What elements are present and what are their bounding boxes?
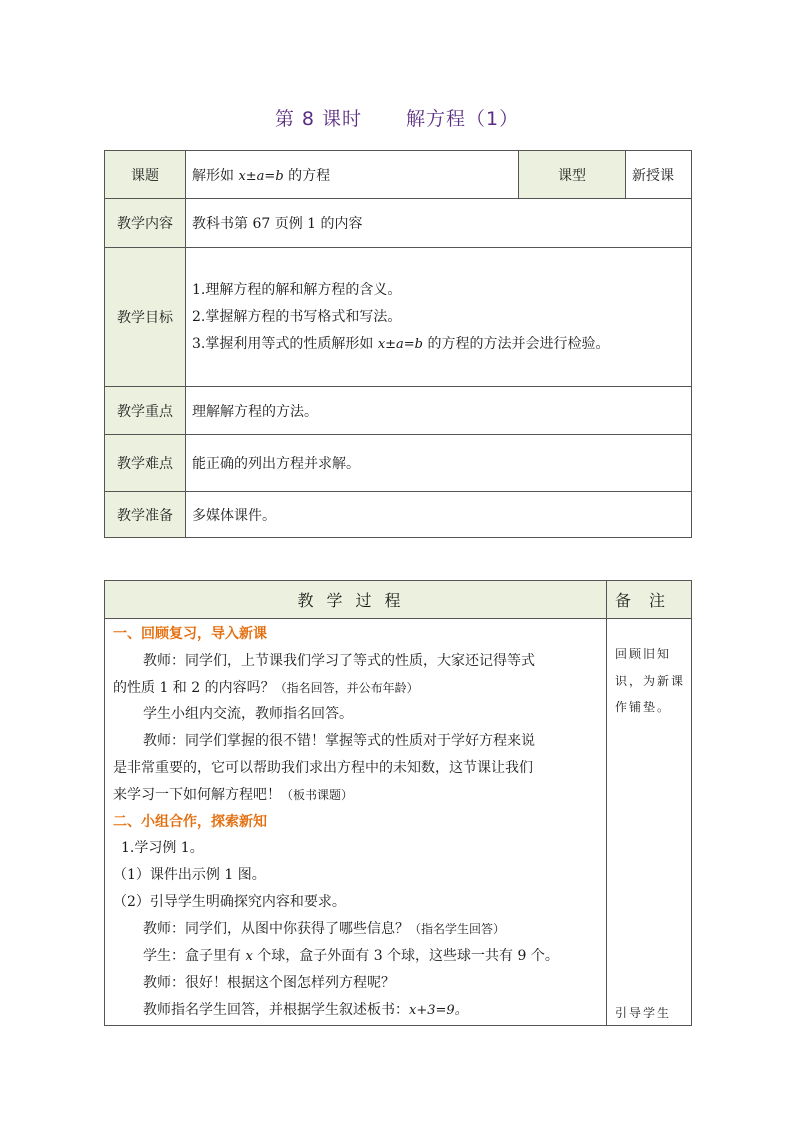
lesson-name: 解方程（1） xyxy=(406,108,520,130)
notes-header: 备注 xyxy=(607,581,692,619)
process-header: 教学过程 xyxy=(105,581,607,619)
topic-equation: x±a=b xyxy=(238,168,284,184)
goal-list xyxy=(186,248,692,387)
paragraph: 学生小组内交流，教师指名回答。 xyxy=(143,706,353,723)
paragraph: 教师：同学们，从图中你获得了哪些信息？（指名学生回答） xyxy=(143,920,506,937)
content-label: 教学内容 xyxy=(105,199,186,248)
lesson-title xyxy=(0,104,794,131)
lesson-number: 第 8 课时 xyxy=(274,108,363,130)
topic-value: 解形如 x±a=b 的方程 xyxy=(186,151,519,199)
preparation-value: 多媒体课件。 xyxy=(186,492,692,538)
preparation-label: 教学准备 xyxy=(105,492,186,538)
step-item: （2）引导学生明确探究内容和要求。 xyxy=(113,893,346,910)
paragraph: 来学习一下如何解方程吧！（板书课题） xyxy=(113,786,354,803)
content-value: 教科书第 67 页例 1 的内容 xyxy=(186,199,692,248)
difficulty-value: 能正确的列出方程并求解。 xyxy=(186,435,692,492)
paragraph: 教师：同学们掌握的很不错！掌握等式的性质对于学好方程来说 xyxy=(143,733,535,750)
paragraph: 教师：很好！根据这个图怎样列方程呢？ xyxy=(143,975,395,992)
step-item: 1.学习例 1。 xyxy=(121,840,204,857)
paragraph: 教师指名学生回答，并根据学生叙述板书：x+3=9。 xyxy=(143,1002,468,1019)
topic-label: 课题 xyxy=(105,151,186,199)
section-heading: 二、小组合作，探索新知 xyxy=(113,813,267,830)
section-heading: 一、回顾复习，导入新课 xyxy=(113,626,267,642)
paragraph: 学生：盒子里有 x 个球，盒子外面有 3 个球，这些球一共有 9 个。 xyxy=(143,947,559,964)
paragraph: 的性质 1 和 2 的内容吗？（指名回答，并公布年龄） xyxy=(113,679,419,696)
lesson-info-table xyxy=(104,150,692,538)
goal-item: 3.掌握利用等式的性质解形如 x±a=b 的方程的方法并会进行检验。 xyxy=(192,335,610,352)
goal-item: 2.掌握解方程的书写格式和写法。 xyxy=(192,308,402,325)
teaching-process-table xyxy=(104,580,692,1026)
key-point-value: 理解解方程的方法。 xyxy=(186,387,692,435)
paragraph: 教师：同学们，上节课我们学习了等式的性质，大家还记得等式 xyxy=(143,652,535,669)
notes-column xyxy=(607,619,692,1026)
note-guide: 引导学生 xyxy=(615,1005,672,1020)
note-review: 回顾旧知识，为新课作铺垫。 xyxy=(615,647,686,714)
difficulty-label: 教学难点 xyxy=(105,435,186,492)
process-content xyxy=(105,619,607,1026)
paragraph: 是非常重要的，它可以帮助我们求出方程中的未知数，这节课让我们 xyxy=(113,759,533,776)
goal-item: 1.理解方程的解和解方程的含义。 xyxy=(192,281,402,298)
key-point-label: 教学重点 xyxy=(105,387,186,435)
type-value: 新授课 xyxy=(626,151,692,199)
goal-label: 教学目标 xyxy=(105,248,186,387)
type-label: 课型 xyxy=(519,151,626,199)
step-item: （1）课件出示例 1 图。 xyxy=(113,867,266,884)
